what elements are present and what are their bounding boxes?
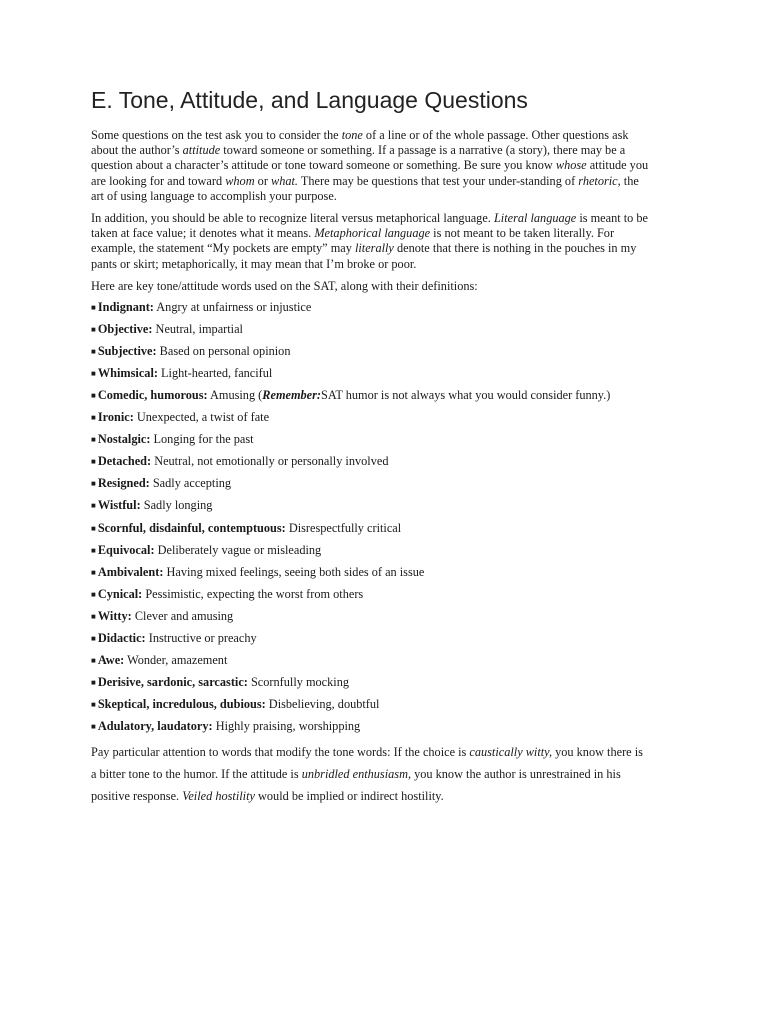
text-run: is meant to be taken at face value; it denotes what it means.: [91, 211, 648, 241]
text-run: In addition, you should be able to recognize literal versus metaphorical language.: [91, 211, 494, 226]
bullet-icon: ■: [91, 457, 96, 467]
list-item: [91, 498, 651, 520]
emphasis-text: attitude: [182, 143, 221, 158]
tone-words-list: [91, 300, 651, 741]
term: Objective:: [97, 322, 153, 337]
list-item: [91, 454, 651, 476]
bullet-icon: ■: [91, 369, 96, 379]
definition: Neutral, not emotionally or personally involved: [151, 454, 389, 469]
term: Witty:: [97, 608, 132, 623]
term: Resigned:: [97, 476, 150, 491]
definition-continued: SAT humor is not always what you would consider funny.): [321, 388, 611, 403]
term: Nostalgic:: [97, 432, 151, 447]
list-item: [91, 719, 651, 741]
emphasis-text: what.: [271, 173, 298, 188]
text-run: toward someone or something. If a passage is a narrative (a story), there may be a question about a character’s attitude or tone toward someone or something. Be sure you know: [91, 143, 626, 173]
list-item: [91, 653, 651, 675]
bullet-icon: ■: [91, 303, 96, 313]
text-run: is not meant to be taken literally. For example, the statement “My pockets are empty” may: [91, 226, 615, 256]
bullet-icon: ■: [91, 589, 96, 599]
definition: Unexpected, a twist of fate: [133, 410, 270, 425]
list-item: [91, 675, 651, 697]
emphasis-text: Veiled hostility: [182, 788, 255, 803]
term: Wistful:: [97, 498, 141, 513]
definition: Amusing (: [207, 388, 263, 403]
bullet-icon: ■: [91, 435, 96, 445]
text-run: you know there is a bitter tone to the humor. If the attitude is: [91, 744, 643, 781]
list-intro: Here are key tone/attitude words used on the SAT, along with their definitions:: [91, 278, 478, 293]
term: Ironic:: [97, 410, 134, 425]
term: Comedic, humorous:: [97, 388, 208, 403]
text-run: denote that there is nothing in the pouches in my pants or skirt; metaphorically, it may mean that I’m broke or poor.: [91, 241, 637, 271]
term: Detached:: [97, 454, 152, 469]
definition: Scornfully mocking: [247, 674, 349, 689]
section-heading: E. Tone, Attitude, and Language Questions: [91, 87, 528, 113]
term: Scornful, disdainful, contemptuous:: [97, 520, 286, 535]
term: Skeptical, incredulous, dubious:: [97, 696, 266, 711]
text-run: Pay particular attention to words that modify the tone words: If the choice is: [91, 744, 470, 759]
list-item: [91, 565, 651, 587]
remember-label: Remember:: [262, 388, 322, 403]
term: Awe:: [97, 652, 125, 667]
bullet-icon: ■: [91, 655, 96, 665]
emphasis-text: literally: [354, 241, 394, 256]
bullet-icon: ■: [91, 611, 96, 621]
list-item: [91, 410, 651, 432]
term: Derisive, sardonic, sarcastic:: [97, 674, 248, 689]
text-run: Some questions on the test ask you to consider the: [91, 128, 342, 142]
bullet-icon: ■: [91, 347, 96, 357]
bullet-icon: ■: [91, 545, 96, 555]
bullet-icon: ■: [91, 633, 96, 643]
definition: Light-hearted, fanciful: [157, 366, 273, 381]
intro-paragraph-1: [91, 128, 651, 204]
text-run: There may be questions that test your under-standing of: [298, 173, 579, 188]
term: Didactic:: [97, 630, 146, 645]
list-item: [91, 432, 651, 454]
emphasis-text: rhetoric,: [578, 173, 621, 188]
definition: Longing for the past: [150, 432, 254, 447]
bullet-icon: ■: [91, 479, 96, 489]
text-run: you know the author is unrestrained in his positive response.: [91, 766, 621, 803]
term: Equivocal:: [97, 542, 155, 557]
list-item: [91, 476, 651, 498]
bullet-icon: ■: [91, 677, 96, 687]
emphasis-text: caustically witty,: [469, 744, 553, 759]
term: Cynical:: [97, 586, 143, 601]
emphasis-text: Metaphorical language: [314, 226, 431, 241]
emphasis-text: tone: [341, 128, 363, 142]
emphasis-text: Literal language: [493, 211, 577, 226]
list-item: [91, 543, 651, 565]
list-item: [91, 322, 651, 344]
intro-paragraph-2: [91, 211, 651, 272]
bullet-icon: ■: [91, 699, 96, 709]
definition: Disbelieving, doubtful: [265, 696, 380, 711]
document-page: [91, 86, 651, 813]
emphasis-text: whom: [225, 173, 255, 188]
bullet-icon: ■: [91, 391, 96, 401]
emphasis-text: whose: [555, 158, 587, 173]
bullet-icon: ■: [91, 325, 96, 335]
text-run: or: [254, 173, 271, 188]
bullet-icon: ■: [91, 567, 96, 577]
term: Subjective:: [97, 344, 157, 359]
bullet-icon: ■: [91, 501, 96, 511]
definition: Deliberately vague or misleading: [154, 542, 322, 557]
definition: Neutral, impartial: [152, 322, 243, 337]
list-item: [91, 697, 651, 719]
definition: Instructive or preachy: [145, 630, 257, 645]
list-item: [91, 521, 651, 543]
definition: Wonder, amazement: [124, 652, 228, 667]
emphasis-text: unbridled enthusiasm,: [301, 766, 412, 781]
term: Whimsical:: [97, 366, 158, 381]
definition: Disrespectfully critical: [285, 520, 402, 535]
list-item: [91, 631, 651, 653]
definition: Having mixed feelings, seeing both sides of an issue: [163, 564, 425, 579]
bullet-icon: ■: [91, 721, 96, 731]
bullet-icon: ■: [91, 523, 96, 533]
list-item: [91, 344, 651, 366]
closing-paragraph: [91, 741, 651, 807]
definition: Clever and amusing: [131, 608, 234, 623]
text-run: attitude you are looking for and toward: [91, 158, 649, 188]
list-item: [91, 300, 651, 322]
list-item: [91, 609, 651, 631]
definition: Sadly accepting: [149, 476, 232, 491]
definition: Sadly longing: [140, 498, 213, 513]
bullet-icon: ■: [91, 413, 96, 423]
definition: Highly praising, worshipping: [212, 718, 361, 733]
definition: Angry at unfairness or injustice: [153, 300, 312, 315]
text-run: the art of using language to accomplish your purpose.: [91, 173, 639, 203]
term: Ambivalent:: [97, 564, 164, 579]
term: Adulatory, laudatory:: [97, 718, 213, 733]
definition: Pessimistic, expecting the worst from others: [142, 586, 364, 601]
definition: Based on personal opinion: [156, 344, 291, 359]
list-item: [91, 388, 651, 410]
text-run: would be implied or indirect hostility.: [254, 788, 444, 803]
list-item: [91, 366, 651, 388]
list-item: [91, 587, 651, 609]
text-run: of a line or of the whole passage. Other questions ask about the author’s: [91, 128, 629, 158]
term: Indignant:: [97, 300, 154, 315]
